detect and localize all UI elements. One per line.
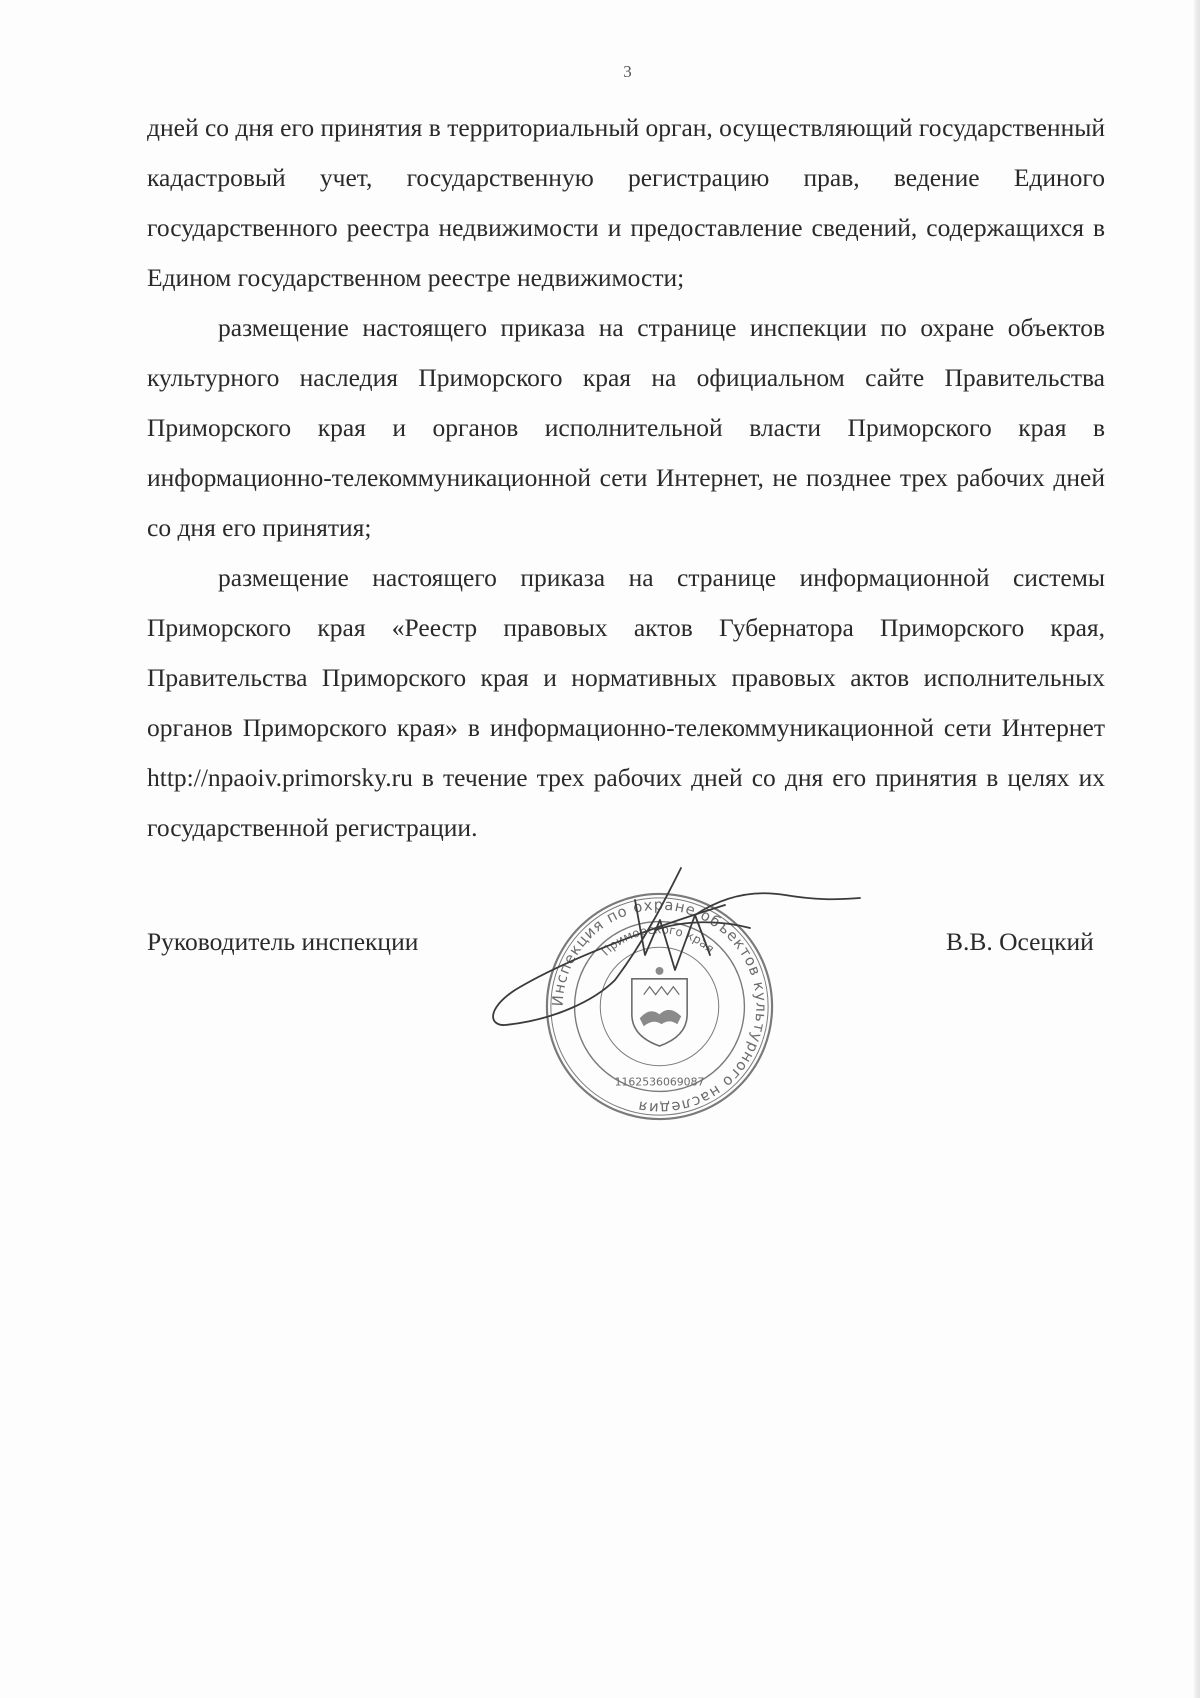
signatory-name: В.В. Осецкий: [946, 927, 1094, 956]
page-number: 3: [623, 62, 632, 81]
document-body: [147, 103, 1105, 853]
paragraph-registry-publication: размещение настоящего приказа на странице информационной системы Приморского края «Реестр правовых актов Губернатора Приморского края, Правительства Приморского края и нормативных правовых актов исполнительных органов Приморского края» в информационно-телекоммуникационной сети Интернет http://npaoiv.primorsky.ru в течение трех рабочих дней со дня его принятия в целях их государственной регистрации.: [147, 563, 1105, 842]
scan-edge: [1194, 0, 1200, 1698]
paragraph-continuation: дней со дня его принятия в территориальный орган, осуществляющий государственный кадастровый учет, государственную регистрацию прав, ведение Единого государственного реестра недвижимости и предоставление сведений, содержащихся в Едином государственном реестре недвижимости;: [147, 113, 1105, 292]
seal-outer-text: Инспекция по охране объектов культурного наследия: [549, 896, 770, 1117]
seal-inner-text: Приморского края: [598, 922, 718, 959]
paragraph-website-publication: размещение настоящего приказа на странице инспекции по охране объектов культурного наследия Приморского края на официальном сайте Правительства Приморского края и органов исполнительной власти Приморского края в информационно-телекоммуникационной сети Интернет, не позднее трех рабочих дней со дня его принятия;: [147, 313, 1105, 542]
handwritten-signature: [485, 860, 865, 1050]
signatory-title: Руководитель инспекции: [147, 927, 419, 956]
seal-number: 1162536069087: [614, 1075, 705, 1089]
